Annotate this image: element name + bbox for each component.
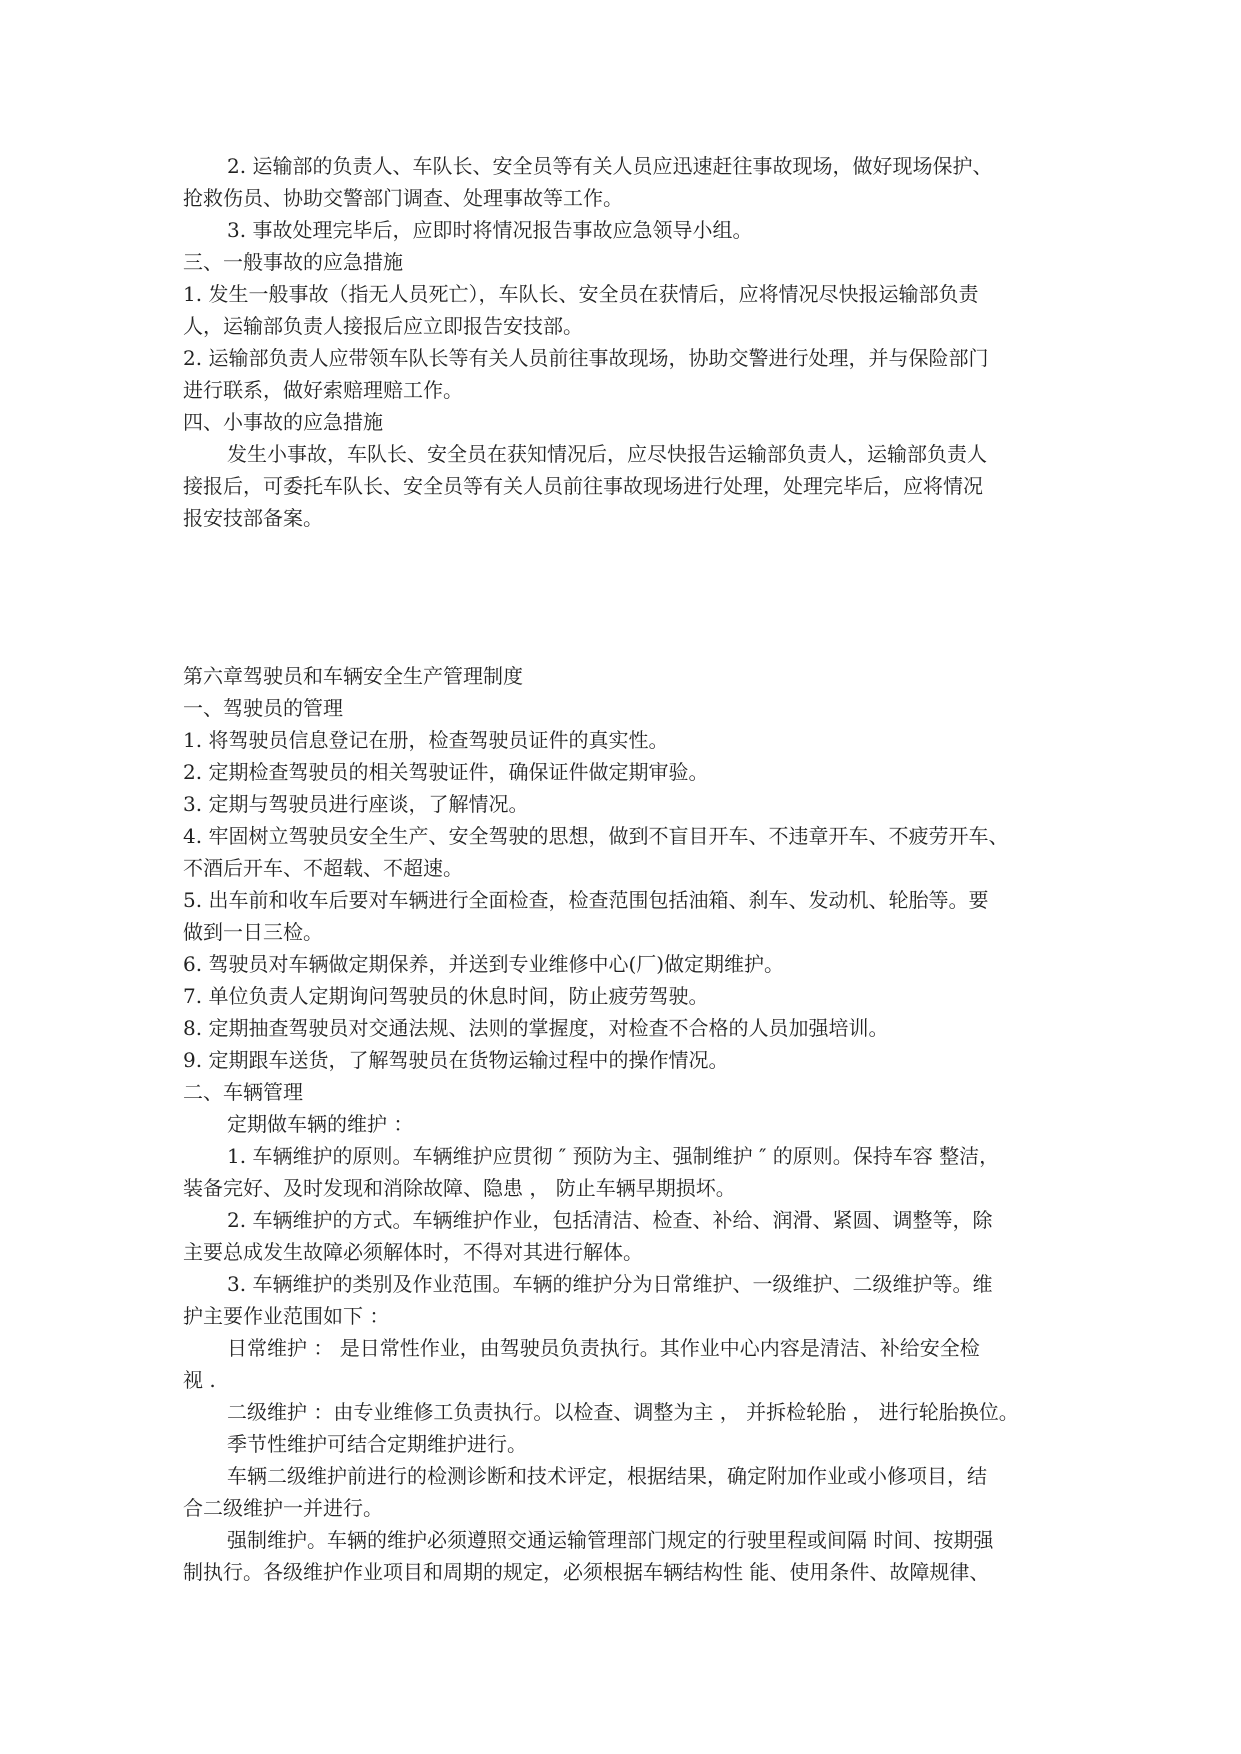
text-line: 装备完好、及时发现和消除故障、隐患 ， 防止车辆早期损坏。 (183, 1176, 736, 1200)
text-line: 四、小事故的应急措施 (183, 410, 383, 434)
text-line: 4. 牢固树立驾驶员安全生产、安全驾驶的思想，做到不盲目开车、不违章开车、不疲劳开车、 (183, 824, 1009, 848)
text-line: 报安技部备案。 (183, 506, 323, 530)
text-line: 人，运输部负责人接报后应立即报告安技部。 (183, 314, 583, 338)
text-line: 3. 定期与驾驶员进行座谈，了解情况。 (183, 792, 529, 816)
text-line: 视 . (183, 1368, 216, 1392)
text-line: 1. 将驾驶员信息登记在册，检查驾驶员证件的真实性。 (183, 728, 669, 752)
text-line: 7. 单位负责人定期询问驾驶员的休息时间，防止疲劳驾驶。 (183, 984, 709, 1008)
text-line: 发生小事故，车队长、安全员在获知情况后，应尽快报告运输部负责人，运输部负责人 (227, 442, 987, 466)
text-line: 定期做车辆的维护 ： (227, 1112, 414, 1136)
text-line: 1. 发生一般事故（指无人员死亡），车队长、安全员在获情后，应将情况尽快报运输部负责 (183, 282, 979, 306)
text-line: 接报后，可委托车队长、安全员等有关人员前往事故现场进行处理，处理完毕后，应将情况 (183, 474, 983, 498)
text-line: 1. 车辆维护的原则。车辆维护应贯彻 ″ 预防为主、强制维护 ″ 的原则。保持车容 整洁， (227, 1144, 1000, 1168)
driver-vehicle-management-section (183, 660, 1063, 1588)
text-line: 9. 定期跟车送货，了解驾驶员在货物运输过程中的操作情况。 (183, 1048, 729, 1072)
text-line: 合二级维护一并进行。 (183, 1496, 383, 1520)
text-line: 护主要作业范围如下 ： (183, 1304, 390, 1328)
text-line: 第六章驾驶员和车辆安全生产管理制度 (183, 664, 523, 688)
text-line: 季节性维护可结合定期维护进行。 (227, 1432, 527, 1456)
text-line: 6. 驾驶员对车辆做定期保养，并送到专业维修中心(厂)做定期维护。 (183, 952, 785, 976)
text-line: 强制维护。车辆的维护必须遵照交通运输管理部门规定的行驶里程或间隔 时间、按期强 (227, 1528, 994, 1552)
text-line: 车辆二级维护前进行的检测诊断和技术评定，根据结果，确定附加作业或小修项目，结 (227, 1464, 987, 1488)
text-line: 5. 出车前和收车后要对车辆进行全面检查，检查范围包括油箱、刹车、发动机、轮胎等。要 (183, 888, 989, 912)
text-line: 8. 定期抽查驾驶员对交通法规、法则的掌握度，对检查不合格的人员加强培训。 (183, 1016, 889, 1040)
text-line: 2. 运输部负责人应带领车队长等有关人员前往事故现场，协助交警进行处理，并与保险部门 (183, 346, 989, 370)
document-page (183, 150, 1063, 1588)
text-line: 2. 定期检查驾驶员的相关驾驶证件，确保证件做定期审验。 (183, 760, 709, 784)
text-line: 不酒后开车、不超载、不超速。 (183, 856, 463, 880)
text-line: 3. 事故处理完毕后，应即时将情况报告事故应急领导小组。 (227, 218, 753, 242)
text-line: 2. 运输部的负责人、车队长、安全员等有关人员应迅速赶往事故现场，做好现场保护、 (227, 154, 993, 178)
text-line: 三、一般事故的应急措施 (183, 250, 403, 274)
text-line: 制执行。各级维护作业项目和周期的规定，必须根据车辆结构性 能、使用条件、故障规律、 (183, 1560, 990, 1584)
text-line: 进行联系，做好索赔理赔工作。 (183, 378, 463, 402)
text-line: 3. 车辆维护的类别及作业范围。车辆的维护分为日常维护、一级维护、二级维护等。维 (227, 1272, 993, 1296)
accident-emergency-section (183, 150, 1063, 534)
text-line: 二、车辆管理 (183, 1080, 303, 1104)
section-gap (183, 534, 1063, 660)
text-line: 做到一日三检。 (183, 920, 323, 944)
text-line: 主要总成发生故障必须解体时，不得对其进行解体。 (183, 1240, 643, 1264)
text-line: 一、驾驶员的管理 (183, 696, 343, 720)
text-line: 二级维护 ：由专业维修工负责执行。以检查、调整为主 ， 并拆检轮胎 ， 进行轮胎换位。 (227, 1400, 1019, 1424)
text-line: 2. 车辆维护的方式。车辆维护作业，包括清洁、检查、补给、润滑、紧圆、调整等，除 (227, 1208, 993, 1232)
text-line: 抢救伤员、协助交警部门调查、处理事故等工作。 (183, 186, 623, 210)
text-line: 日常维护 ： 是日常性作业，由驾驶员负责执行。其作业中心内容是清洁、补给安全检 (227, 1336, 980, 1360)
